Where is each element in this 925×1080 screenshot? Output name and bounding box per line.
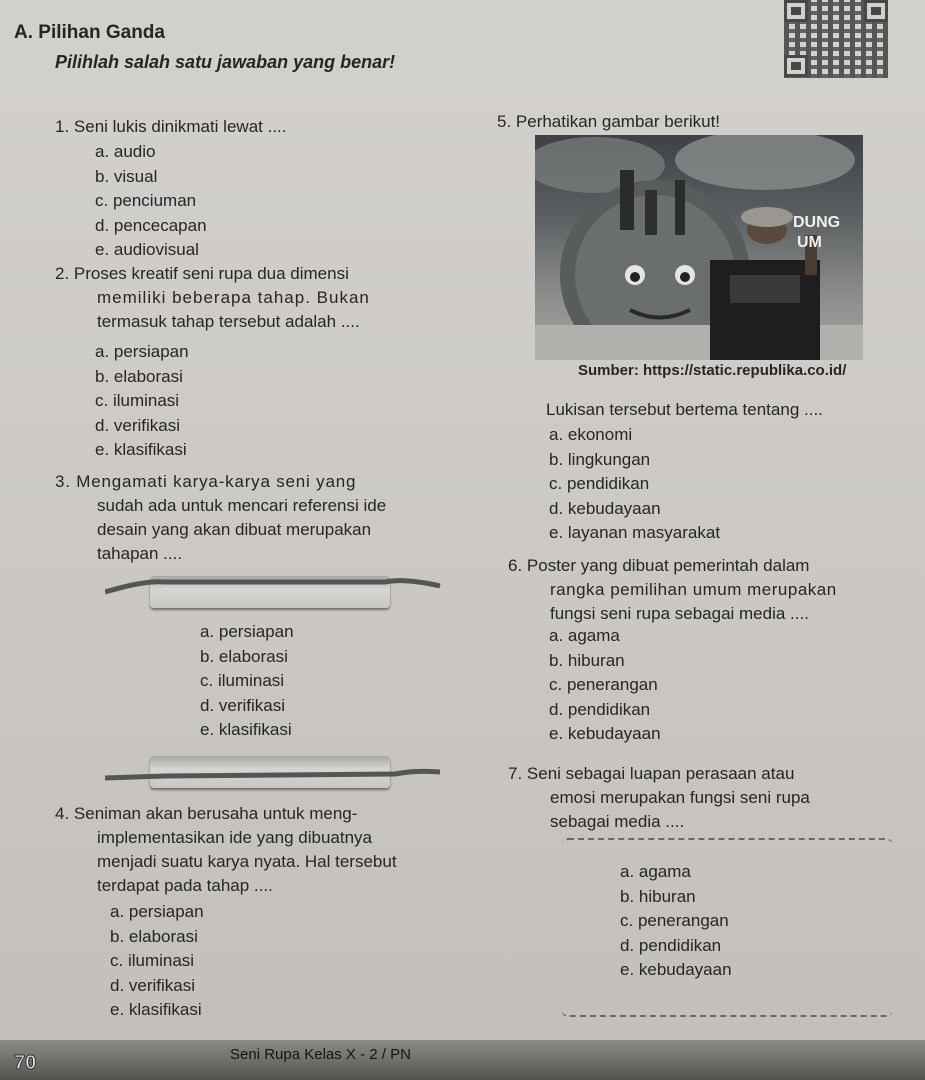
option-7a[interactable]: a. agama — [620, 862, 691, 881]
option-6e[interactable]: e. kebudayaan — [549, 724, 661, 743]
page-number: 70 — [14, 1052, 37, 1074]
question-6-options — [549, 624, 661, 747]
question-4-line-4: terdapat pada tahap .... — [97, 876, 273, 895]
mural-photo — [535, 135, 863, 360]
option-3d[interactable]: d. verifikasi — [200, 695, 286, 715]
option-5b[interactable]: b. lingkungan — [549, 449, 651, 469]
option-1a[interactable]: a. audio — [95, 142, 156, 161]
option-5c[interactable]: c. pendidikan — [549, 474, 650, 493]
option-5a[interactable]: a. ekonomi — [549, 425, 633, 444]
question-2 — [55, 262, 370, 334]
option-6a[interactable]: a. agama — [549, 626, 620, 645]
qr-code[interactable] — [784, 0, 888, 78]
image-source-caption — [578, 362, 846, 379]
question-1-line-1: 1. Seni lukis dinikmati lewat .... — [55, 117, 287, 136]
question-6-line-2: rangka pemilihan umum merupakan — [550, 580, 837, 599]
question-3-line-1: 3. Mengamati karya-karya seni yang — [55, 472, 357, 491]
question-7-line-1: 7. Seni sebagai luapan perasaan atau — [508, 764, 795, 783]
option-3c[interactable]: c. iluminasi — [200, 671, 285, 690]
option-6b[interactable]: b. hiburan — [549, 650, 625, 670]
option-1c[interactable]: c. penciuman — [95, 191, 197, 210]
option-2c[interactable]: c. iluminasi — [95, 391, 180, 410]
band-shadow-curve — [105, 574, 445, 610]
question-3-line-4: tahapan .... — [97, 544, 183, 563]
section-title: A. Pilihan Ganda — [14, 22, 165, 43]
question-7-line-2: emosi merupakan fungsi seni rupa — [550, 788, 810, 807]
option-4a[interactable]: a. persiapan — [110, 902, 204, 921]
question-3 — [55, 470, 386, 566]
option-4d[interactable]: d. verifikasi — [110, 975, 196, 995]
question-1 — [55, 115, 286, 139]
option-1d[interactable]: d. pencecapan — [95, 215, 207, 235]
question-2-line-2: memiliki beberapa tahap. Bukan — [97, 288, 370, 307]
question-6 — [508, 554, 837, 626]
option-3a[interactable]: a. persiapan — [200, 622, 294, 641]
question-5-stem: Lukisan tersebut bertema tentang .... — [546, 400, 823, 419]
option-2e[interactable]: e. klasifikasi — [95, 440, 187, 459]
image-source-text: Sumber: https://static.republika.co.id/ — [578, 362, 847, 379]
question-4-line-2: implementasikan ide yang dibuatnya — [97, 828, 373, 847]
footer-bar — [0, 1040, 925, 1080]
band-shadow-curve — [105, 760, 445, 790]
question-6-line-3: fungsi seni rupa sebagai media .... — [550, 604, 809, 623]
option-4b[interactable]: b. elaborasi — [110, 926, 198, 946]
question-4-options — [110, 900, 204, 1023]
question-5 — [497, 110, 720, 134]
question-3-options — [200, 620, 294, 743]
option-6d[interactable]: d. pendidikan — [549, 699, 651, 719]
option-7b[interactable]: b. hiburan — [620, 886, 696, 906]
question-4-line-3: menjadi suatu karya nyata. Hal tersebut — [97, 852, 397, 871]
option-7e[interactable]: e. kebudayaan — [620, 960, 732, 979]
question-2-options — [95, 340, 189, 463]
question-7 — [508, 762, 810, 834]
option-1e[interactable]: e. audiovisual — [95, 240, 199, 259]
option-7c[interactable]: c. penerangan — [620, 911, 729, 930]
section-instruction: Pilihlah salah satu jawaban yang benar! — [55, 52, 396, 72]
option-2d[interactable]: d. verifikasi — [95, 415, 181, 435]
question-3-line-3: desain yang akan dibuat merupakan — [97, 520, 372, 539]
question-6-line-1: 6. Poster yang dibuat pemerintah dalam — [508, 556, 810, 575]
question-7-options — [620, 860, 732, 983]
question-4-line-1: 4. Seniman akan berusaha untuk meng- — [55, 804, 358, 823]
option-3b[interactable]: b. elaborasi — [200, 646, 288, 666]
option-6c[interactable]: c. penerangan — [549, 675, 658, 694]
footer-book-title: Seni Rupa Kelas X - 2 / PN — [230, 1046, 411, 1063]
question-4 — [55, 802, 397, 898]
option-2a[interactable]: a. persiapan — [95, 342, 189, 361]
option-7d[interactable]: d. pendidikan — [620, 935, 722, 955]
option-5e[interactable]: e. layanan masyarakat — [549, 523, 721, 542]
option-1b[interactable]: b. visual — [95, 166, 158, 186]
question-5-options — [549, 423, 720, 546]
question-2-line-1: 2. Proses kreatif seni rupa dua dimensi — [55, 264, 349, 283]
question-3-line-2: sudah ada untuk mencari referensi ide — [97, 496, 387, 515]
option-5d[interactable]: d. kebudayaan — [549, 498, 661, 518]
question-2-line-3: termasuk tahap tersebut adalah .... — [97, 312, 360, 331]
mural-illustration — [535, 135, 863, 360]
option-2b[interactable]: b. elaborasi — [95, 366, 183, 386]
mural-sign-line-2: UM — [797, 234, 822, 251]
question-5-line-1: 5. Perhatikan gambar berikut! — [497, 112, 721, 131]
option-4c[interactable]: c. iluminasi — [110, 951, 195, 970]
option-4e[interactable]: e. klasifikasi — [110, 1000, 202, 1019]
question-1-options — [95, 140, 207, 263]
question-7-line-3: sebagai media .... — [550, 812, 685, 831]
option-3e[interactable]: e. klasifikasi — [200, 720, 292, 739]
mural-sign-line-1: DUNG — [793, 214, 841, 231]
